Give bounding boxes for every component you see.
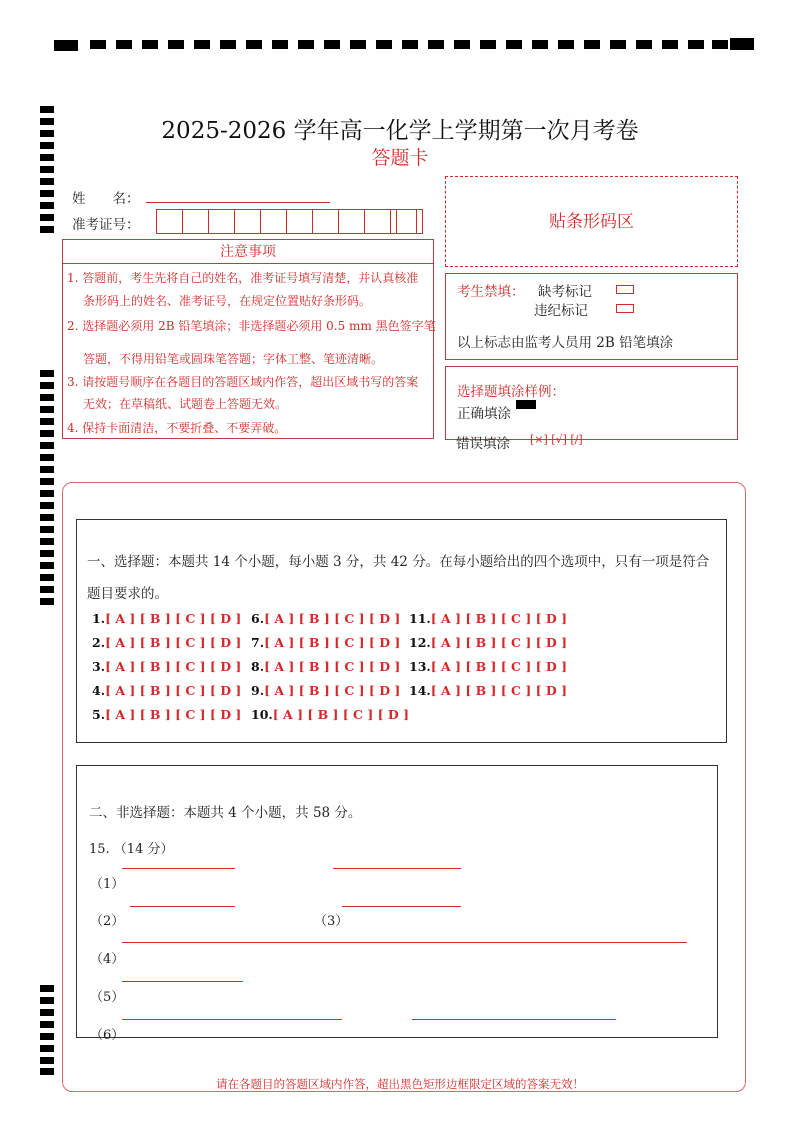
mc-question: 3.[ A ] [ B ] [ C ] [ D ] <box>92 659 242 674</box>
part-6-label: （6） <box>90 1028 125 1043</box>
mc-question: 7.[ A ] [ B ] [ C ] [ D ] <box>251 635 401 650</box>
answer-line[interactable] <box>412 1019 616 1020</box>
wrong-label: 错误填涂 <box>456 436 510 452</box>
notice-line: 1. 答题前，考生先将自己的姓名，准考证号填写清楚，并认真核准 <box>67 271 419 285</box>
violation-checkbox[interactable] <box>616 304 634 313</box>
sample-box <box>445 366 738 440</box>
mc-question: 5.[ A ] [ B ] [ C ] [ D ] <box>92 707 242 722</box>
notice-title: 注意事项 <box>220 244 276 260</box>
mc-question: 12.[ A ] [ B ] [ C ] [ D ] <box>409 635 567 650</box>
name-field[interactable] <box>146 202 330 203</box>
mc-question: 13.[ A ] [ B ] [ C ] [ D ] <box>409 659 567 674</box>
barcode-label: 贴条形码区 <box>549 212 634 232</box>
mc-question: 8.[ A ] [ B ] [ C ] [ D ] <box>251 659 401 674</box>
answer-line[interactable] <box>122 981 243 982</box>
wrong-marks: [×] [√] [/] <box>530 433 583 446</box>
answer-line[interactable] <box>122 942 687 943</box>
part-1-label: （1） <box>90 877 125 892</box>
notice-line: 2. 选择题必须用 2B 铅笔填涂；非选择题必须用 0.5 mm 黑色签字笔 <box>67 319 436 333</box>
mc-question: 6.[ A ] [ B ] [ C ] [ D ] <box>251 611 401 626</box>
mc-question: 9.[ A ] [ B ] [ C ] [ D ] <box>251 683 401 698</box>
mc-question: 14.[ A ] [ B ] [ C ] [ D ] <box>409 683 567 698</box>
notice-line: 3. 请按题号顺序在各题目的答题区域内作答，超出区域书写的答案 <box>67 375 419 389</box>
mc-question: 11.[ A ] [ B ] [ C ] [ D ] <box>409 611 567 626</box>
part-3-label: （3） <box>314 914 349 929</box>
section1-line1: 一、选择题：本题共 14 个小题，每小题 3 分，共 42 分。在每小题给出的四个选项中，只有一项是符合 <box>87 554 710 570</box>
footer-warning: 请在各题目的答题区域内作答，超出黑色矩形边框限定区域的答案无效！ <box>216 1077 584 1091</box>
mc-question: 1.[ A ] [ B ] [ C ] [ D ] <box>92 611 242 626</box>
section1-line2: 题目要求的。 <box>87 586 168 602</box>
absent-checkbox[interactable] <box>616 285 634 294</box>
violation-label: 违纪标记 <box>534 303 588 319</box>
mc-question: 4.[ A ] [ B ] [ C ] [ D ] <box>92 683 242 698</box>
answer-line[interactable] <box>333 868 461 869</box>
mc-question: 10.[ A ] [ B ] [ C ] [ D ] <box>251 707 409 722</box>
section2-heading: 二、非选择题：本题共 4 个小题，共 58 分。 <box>89 805 362 821</box>
absent-label: 缺考标记 <box>538 284 592 300</box>
part-4-label: （4） <box>90 952 125 967</box>
part-5-label: （5） <box>90 990 125 1005</box>
notice-line: 无效；在草稿纸、试题卷上答题无效。 <box>83 397 288 411</box>
notice-line: 4. 保持卡面清洁，不要折叠、不要弄破。 <box>67 421 287 435</box>
notice-line: 条形码上的姓名、准考证号，在规定位置贴好条形码。 <box>83 294 372 308</box>
answer-line[interactable] <box>122 1019 342 1020</box>
section2-box <box>76 765 718 1038</box>
answer-line[interactable] <box>122 868 235 869</box>
proctor-box <box>445 273 738 360</box>
part-2-label: （2） <box>90 914 125 929</box>
q15-label: 15. （14 分） <box>89 842 174 857</box>
correct-label: 正确填涂 <box>457 406 511 422</box>
barcode-area <box>445 176 738 267</box>
notice-line: 答题，不得用铅笔或圆珠笔答题；字体工整、笔迹清晰。 <box>83 352 384 366</box>
page-title: 2025-2026 学年高一化学上学期第一次月考卷 <box>161 118 639 144</box>
id-label: 准考证号： <box>72 217 140 233</box>
answer-line[interactable] <box>130 906 235 907</box>
mc-question: 2.[ A ] [ B ] [ C ] [ D ] <box>92 635 242 650</box>
notice-box <box>62 263 434 439</box>
name-label: 姓 名： <box>72 191 140 207</box>
answer-line[interactable] <box>342 906 461 907</box>
proctor-label: 考生禁填： <box>457 284 525 300</box>
proctor-note: 以上标志由监考人员用 2B 铅笔填涂 <box>457 335 674 351</box>
filled-bubble-sample <box>516 400 536 409</box>
notice-header <box>62 239 434 264</box>
page-subtitle: 答题卡 <box>371 147 429 169</box>
sample-title: 选择题填涂样例： <box>457 384 565 400</box>
